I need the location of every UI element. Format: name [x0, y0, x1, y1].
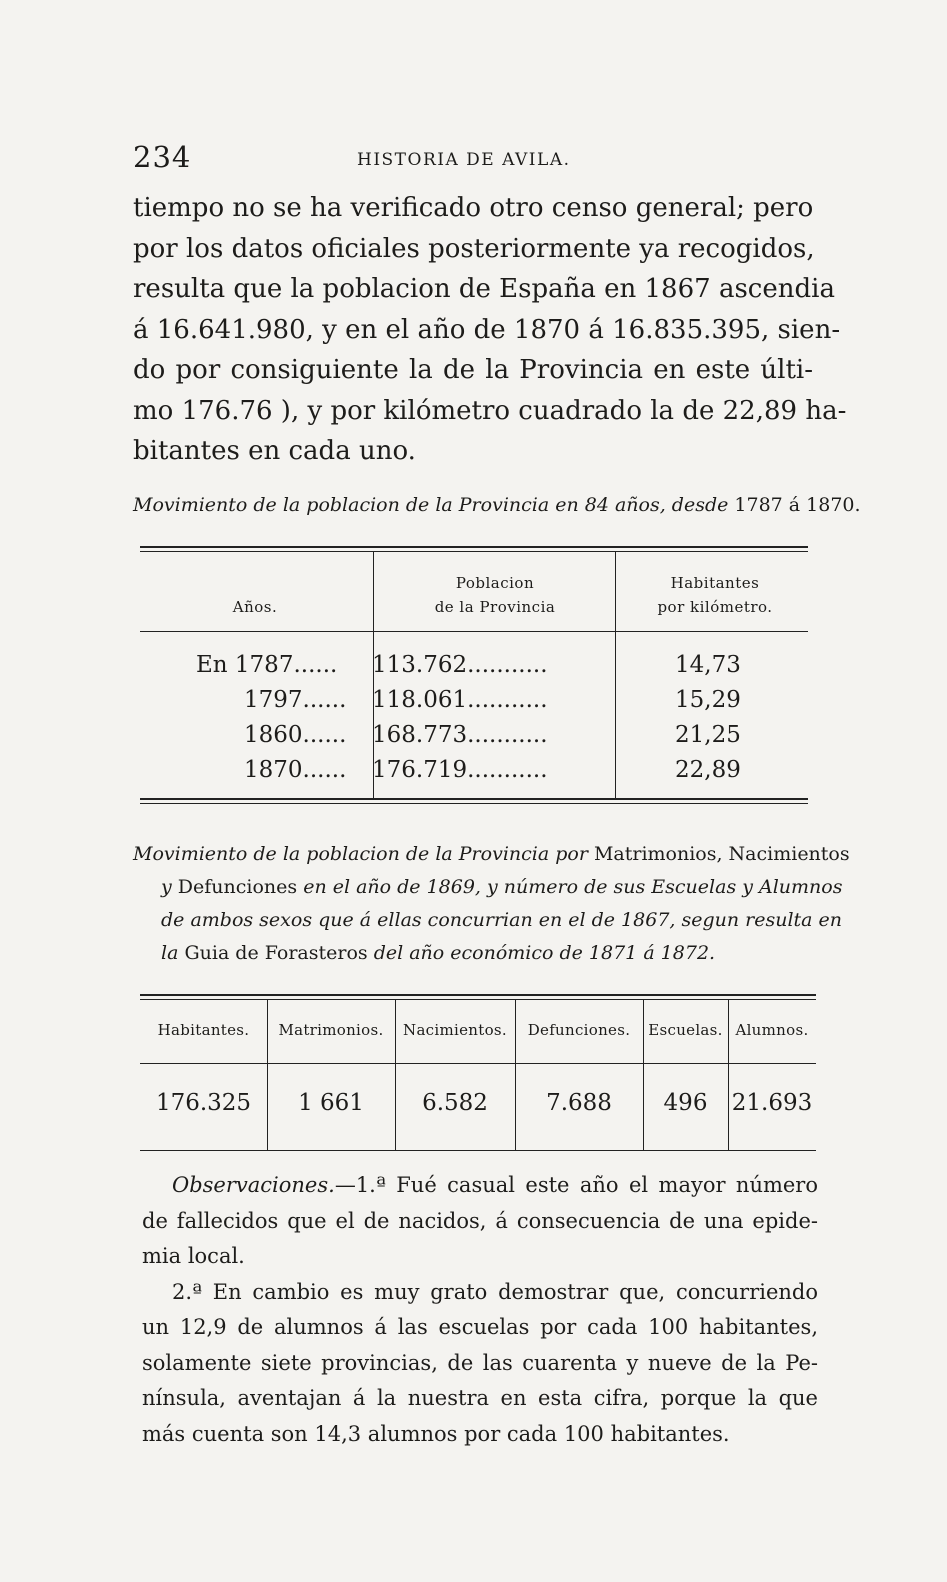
body-paragraph: [133, 188, 847, 472]
header-defunciones: Defunciones.: [527, 1021, 631, 1039]
paragraph-line: por los datos oficiales posteriormente ya recogidos,: [133, 233, 815, 264]
caption-text: en el año de 1869, y número de sus Escuelas y Alumnos: [297, 876, 843, 898]
header-habitantes-1: Habitantes: [670, 574, 760, 592]
table-rule: [140, 999, 816, 1000]
caption-text: Guia de Forasteros: [184, 942, 368, 964]
value-escuelas: 496: [663, 1090, 708, 1116]
table-rule: [140, 1063, 816, 1064]
caption-line: [133, 937, 813, 970]
population-cell: 118.061...........: [372, 687, 548, 713]
population-cell: 168.773...........: [372, 722, 548, 748]
note-line: solamente siete provincias, de las cuarenta y nueve de la Pe-: [142, 1350, 818, 1375]
vital-statistics-table: [140, 994, 816, 1154]
header-alumnos: Alumnos.: [735, 1021, 809, 1039]
population-table: [140, 546, 808, 808]
caption-text: Defunciones: [177, 876, 298, 898]
value-alumnos: 21.693: [731, 1090, 813, 1116]
caption-text: de ambos sexos que á ellas concurrian en el de 1867, segun resulta en: [161, 909, 843, 931]
running-title: HISTORIA DE AVILA.: [357, 150, 571, 170]
caption-line: [133, 871, 843, 904]
table-rule: [140, 994, 816, 996]
table1-caption: [133, 494, 861, 516]
caption-text: la: [161, 942, 185, 964]
table-rule: [140, 631, 808, 632]
header-habitantes-2: por kilómetro.: [657, 598, 773, 616]
observations-label: Observaciones.: [172, 1173, 335, 1197]
caption-text: del año económico de 1871 á 1872.: [367, 942, 716, 964]
caption-line: [133, 838, 850, 871]
note-line: [142, 1168, 818, 1204]
table-rule: [140, 803, 808, 804]
note-text: —1.ª Fué casual este año el mayor número: [334, 1173, 818, 1197]
header-matrimonios: Matrimonios.: [278, 1021, 384, 1039]
running-head: [133, 140, 813, 180]
table1-caption-italic: Movimiento de la poblacion de la Provincia en 84 años, desde: [133, 494, 729, 516]
population-cell: 113.762...........: [372, 652, 548, 678]
table2-caption: [133, 838, 850, 970]
density-cell: 15,29: [675, 687, 741, 713]
header-nacimientos: Nacimientos.: [403, 1021, 507, 1039]
value-nacimientos: 6.582: [422, 1090, 488, 1116]
population-cell: 176.719...........: [372, 757, 548, 783]
note-line: un 12,9 de alumnos á las escuelas por cada 100 habitantes,: [142, 1315, 818, 1339]
header-habitantes: Habitantes.: [157, 1021, 250, 1039]
caption-text: Movimiento de la poblacion de la Provincia por: [133, 843, 594, 865]
paragraph-line: resulta que la poblacion de España en 1867 ascendia: [133, 274, 835, 304]
header-anos: Años.: [232, 598, 278, 616]
header-escuelas: Escuelas.: [648, 1021, 723, 1039]
table-rule: [140, 546, 808, 548]
note-line: más cuenta son 14,3 alumnos por cada 100 habitantes.: [142, 1421, 730, 1446]
note-line: nínsula, aventajan á la nuestra en esta cifra, porque la que: [142, 1386, 818, 1410]
paragraph-line: á 16.641.980, y en el año de 1870 á 16.835.395, sien-: [133, 314, 841, 345]
density-cell: 14,73: [675, 652, 741, 678]
page-number: 234: [133, 140, 192, 174]
paragraph-line: do por consiguiente la de la Provincia en este últi-: [133, 355, 813, 385]
note-line: mia local.: [142, 1244, 245, 1268]
year-cell: 1797......: [244, 687, 347, 713]
caption-line: [133, 904, 843, 937]
note-line: de fallecidos que el de nacidos, á consecuencia de una epide-: [142, 1208, 818, 1233]
header-poblacion-2: de la Provincia: [434, 598, 556, 616]
value-habitantes: 176.325: [155, 1090, 252, 1116]
year-cell: En 1787......: [196, 652, 338, 678]
paragraph-line: tiempo no se ha verificado otro censo general; pero: [133, 193, 814, 223]
density-cell: 21,25: [675, 722, 741, 748]
table-rule: [140, 1150, 816, 1151]
table-rule: [140, 551, 808, 552]
density-cell: 22,89: [675, 757, 741, 783]
year-cell: 1860......: [244, 722, 347, 748]
column-divider: [615, 551, 616, 798]
caption-text: Matrimonios, Nacimientos: [593, 843, 850, 865]
table-rule: [140, 798, 808, 800]
paragraph-line: mo 176.76 ), y por kilómetro cuadrado la de 22,89 ha-: [133, 395, 847, 426]
year-cell: 1870......: [244, 757, 347, 783]
header-poblacion-1: Poblacion: [455, 574, 535, 592]
paragraph-line: bitantes en cada uno.: [133, 436, 416, 466]
table1-caption-years: 1787 á 1870.: [734, 494, 861, 516]
observations: [142, 1168, 818, 1452]
note-line: 2.ª En cambio es muy grato demostrar que, concurriendo: [172, 1279, 818, 1304]
value-matrimonios: 1 661: [298, 1090, 364, 1116]
caption-text: y: [161, 876, 178, 898]
value-defunciones: 7.688: [546, 1090, 612, 1116]
